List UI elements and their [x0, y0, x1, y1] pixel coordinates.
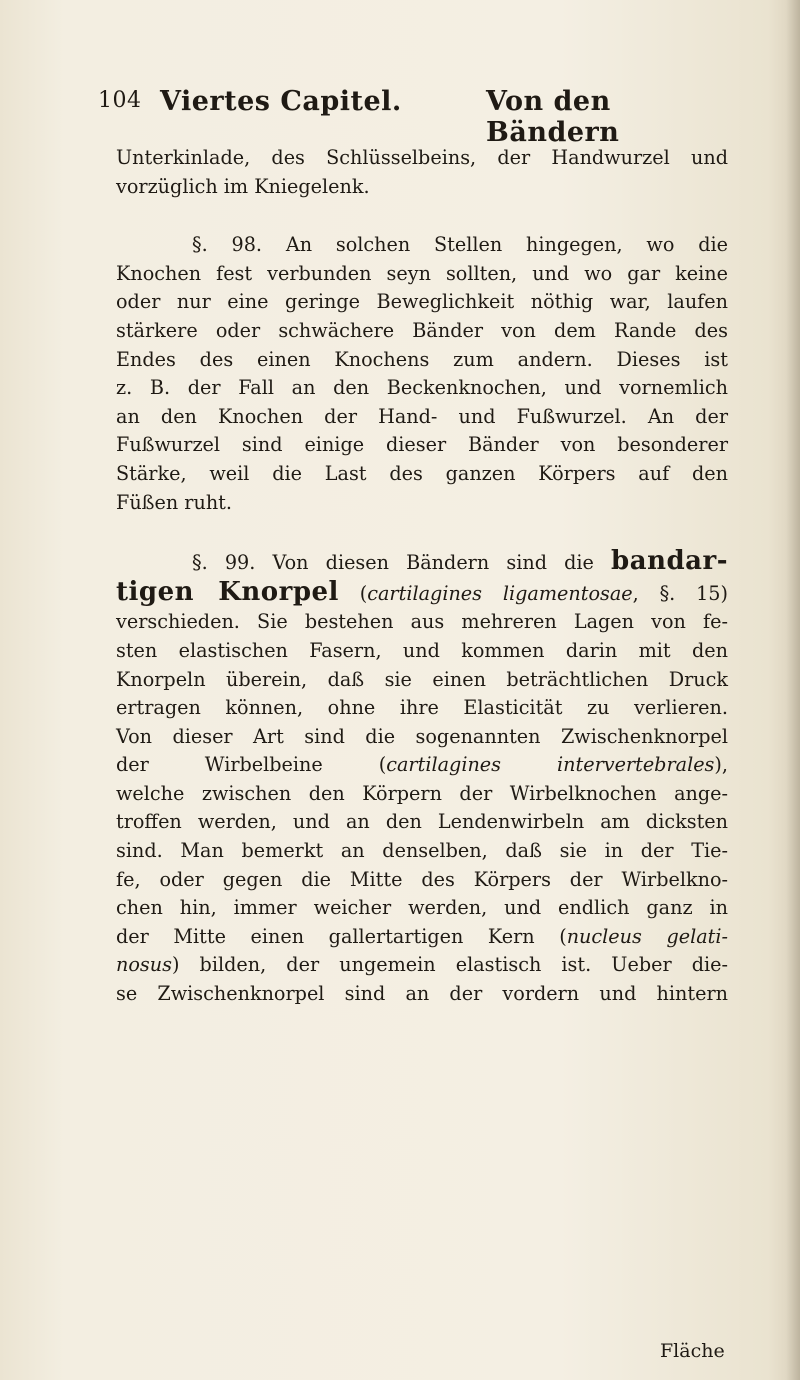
paragraph-gap — [116, 201, 728, 231]
body-text — [116, 144, 728, 1009]
text-run: §. 98. An solchen Stellen hingegen, wo die — [192, 233, 728, 257]
text-run: oder nur eine geringe Beweglichkeit nöthig war, laufen — [116, 290, 728, 314]
latin-term: nucleus gelati- — [566, 924, 728, 948]
text-run: chen hin, immer weicher werden, und endlich ganz in — [116, 896, 728, 920]
text-run: Füßen ruht. — [116, 490, 232, 514]
text-run: z. B. der Fall an den Beckenknochen, und vornemlich — [116, 376, 728, 400]
latin-term: cartilagines ligamentosae — [367, 581, 633, 605]
text-run: stärkere oder schwächere Bänder von dem Rande des — [116, 318, 728, 342]
text-line — [116, 288, 728, 317]
text-run: der Wirbelbeine ( — [116, 753, 387, 777]
text-line — [116, 980, 728, 1009]
text-run: troffen werden, und an den Lendenwirbeln am dicksten — [116, 810, 728, 834]
latin-term: nosus — [116, 953, 172, 977]
text-line — [116, 374, 728, 403]
text-line — [116, 923, 728, 952]
text-line — [116, 578, 728, 609]
text-run: fe, oder gegen die Mitte des Körpers der Wirbelkno- — [116, 867, 728, 891]
text-line — [116, 666, 728, 695]
text-line — [116, 346, 728, 375]
text-run: Knorpeln überein, daß sie einen beträchtlichen Druck — [116, 667, 728, 691]
text-run: ertragen können, ohne ihre Elasticität zu verlieren. — [116, 696, 728, 720]
paragraph-gap — [116, 517, 728, 547]
text-line — [116, 231, 728, 260]
text-run: §. 99. Von diesen Bändern sind die — [192, 551, 612, 575]
text-run: Endes des einen Knochens zum andern. Dieses ist — [116, 347, 728, 371]
text-line — [116, 173, 728, 202]
text-line — [116, 751, 728, 780]
text-run: ) bilden, der ungemein elastisch ist. Ueber die- — [171, 953, 728, 977]
text-line — [116, 260, 728, 289]
text-run: Von dieser Art sind die sogenannten Zwischenknorpel — [116, 724, 728, 748]
text-run: se Zwischenknorpel sind an der vordern und hintern — [116, 982, 728, 1006]
text-run: sten elastischen Fasern, und kommen darin mit den — [116, 638, 728, 662]
text-run: Fußwurzel sind einige dieser Bänder von besonderer — [116, 433, 728, 457]
chapter-title: Viertes Capitel. — [160, 86, 402, 117]
text-line — [116, 808, 728, 837]
text-run: ( — [338, 581, 368, 605]
text-line — [116, 547, 728, 578]
text-run: ), — [714, 753, 728, 777]
text-line — [116, 894, 728, 923]
text-line — [116, 489, 728, 518]
text-run: Stärke, weil die Last des ganzen Körpers auf den — [116, 461, 728, 485]
text-line — [116, 837, 728, 866]
text-line — [116, 403, 728, 432]
emphasized-term: bandar- — [611, 546, 728, 577]
text-line — [116, 431, 728, 460]
text-run: der Mitte einen gallertartigen Kern ( — [116, 924, 567, 948]
text-run: , §. 15) — [632, 581, 728, 605]
text-line — [116, 637, 728, 666]
catchword: Fläche — [660, 1340, 725, 1362]
text-line — [116, 951, 728, 980]
text-line — [116, 460, 728, 489]
text-line — [116, 780, 728, 809]
text-run: welche zwischen den Körpern der Wirbelknochen ange- — [116, 781, 728, 805]
section-title: Von den Bändern — [486, 86, 620, 148]
text-line — [116, 694, 728, 723]
page-number: 104 — [98, 88, 142, 113]
text-run: an den Knochen der Hand- und Fußwurzel. An der — [116, 404, 728, 428]
emphasized-term: tigen Knorpel — [116, 576, 339, 607]
text-run: sind. Man bemerkt an denselben, daß sie in der Tie- — [116, 839, 728, 863]
text-run: Knochen fest verbunden seyn sollten, und wo gar keine — [116, 261, 728, 285]
text-line — [116, 608, 728, 637]
text-run: verschieden. Sie bestehen aus mehreren Lagen von fe- — [116, 610, 728, 634]
latin-term: cartilagines intervertebrales — [386, 753, 715, 777]
text-line — [116, 144, 728, 173]
running-header — [98, 86, 728, 148]
page-edge-shadow — [786, 0, 800, 1380]
text-line — [116, 723, 728, 752]
text-run: Unterkinlade, des Schlüsselbeins, der Handwurzel und — [116, 146, 728, 169]
text-line — [116, 317, 728, 346]
text-run: vorzüglich im Kniegelenk. — [116, 174, 370, 198]
text-line — [116, 866, 728, 895]
